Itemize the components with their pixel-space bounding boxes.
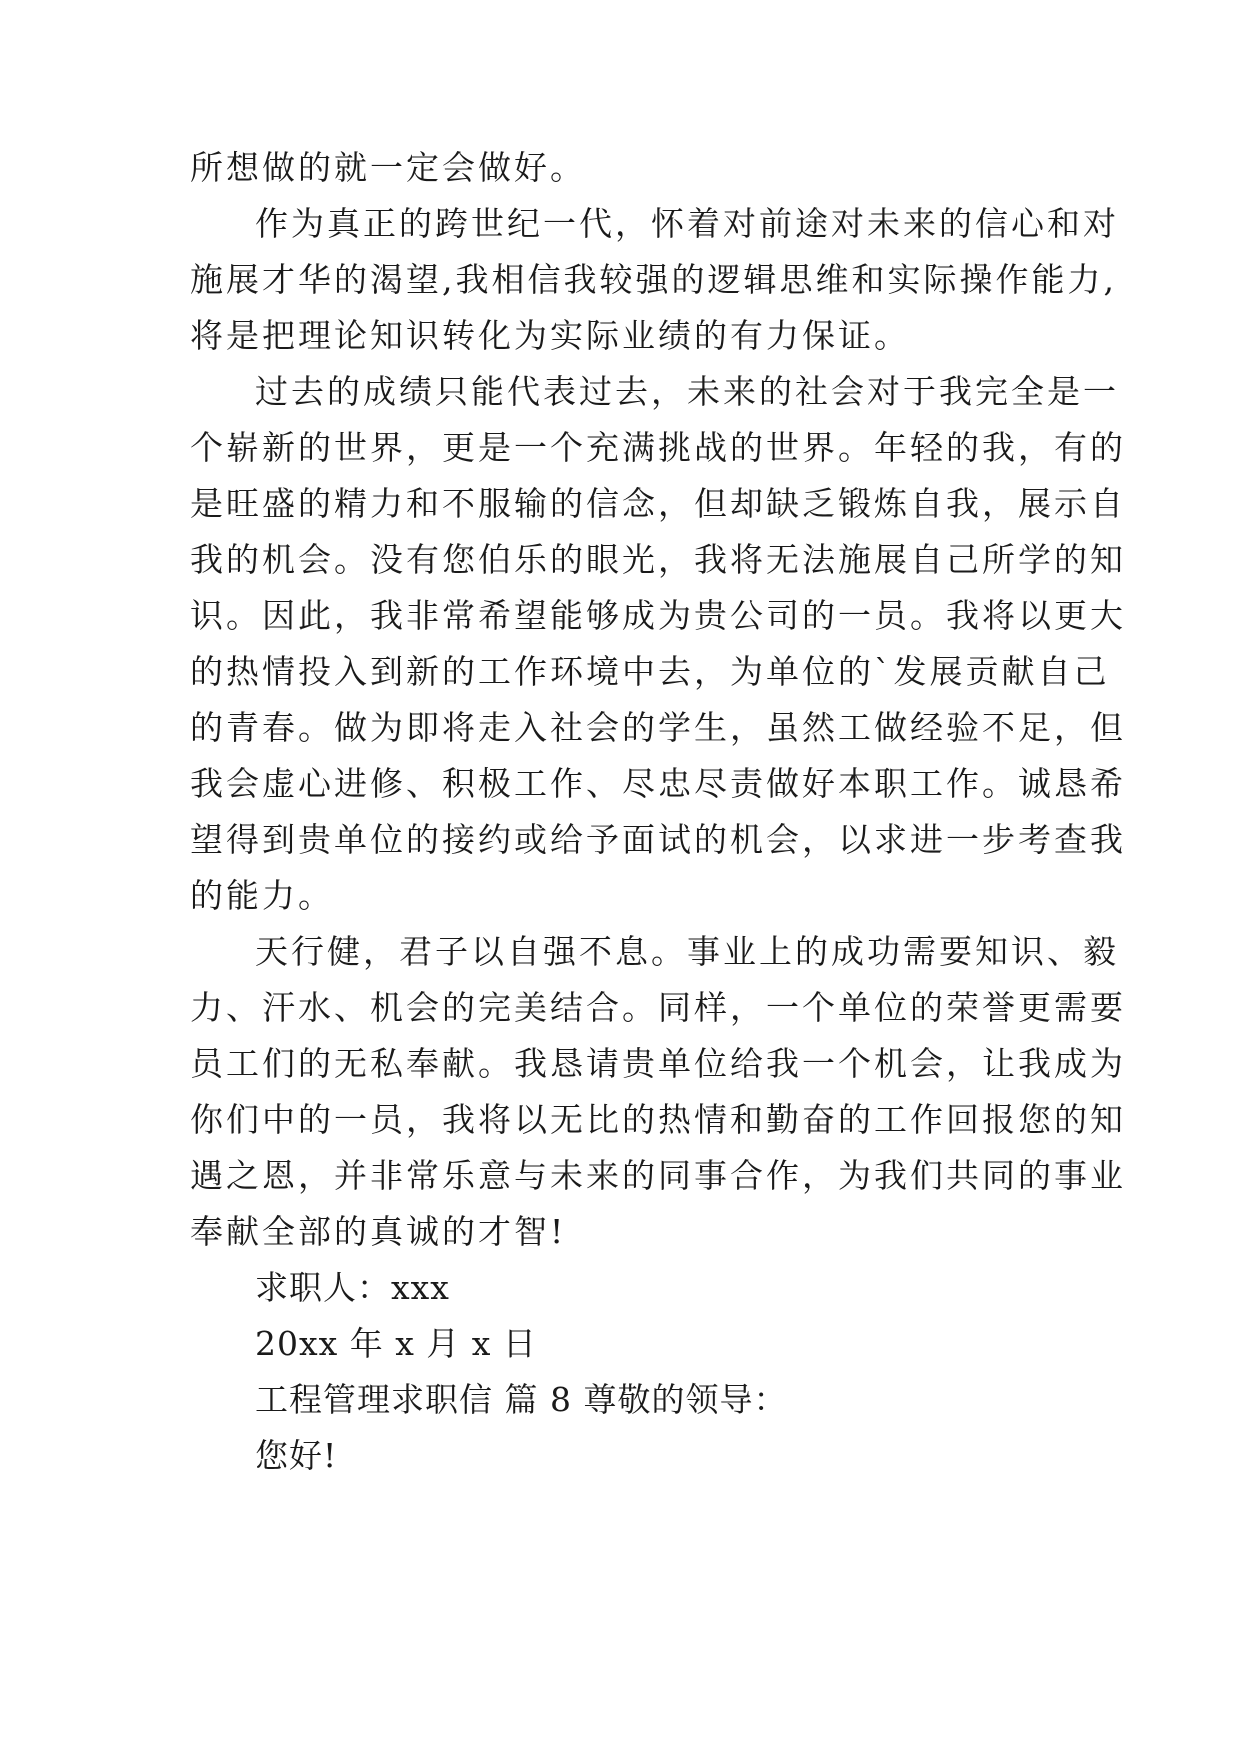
paragraph-line: 识。因此，我非常希望能够成为贵公司的一员。我将以更大 xyxy=(190,596,1126,635)
section-heading: 工程管理求职信 篇 8 尊敬的领导： xyxy=(255,1380,788,1419)
paragraph-line: 是旺盛的精力和不服输的信念，但却缺乏锻炼自我，展示自 xyxy=(190,484,1126,523)
paragraph-line: 所想做的就一定会做好。 xyxy=(190,148,586,187)
paragraph-line: 员工们的无私奉献。我恳请贵单位给我一个机会，让我成为 xyxy=(190,1044,1126,1083)
paragraph-line: 力、汗水、机会的完美结合。同样，一个单位的荣誉更需要 xyxy=(190,988,1126,1027)
paragraph-line: 遇之恩，并非常乐意与未来的同事合作，为我们共同的事业 xyxy=(190,1156,1126,1195)
paragraph-line: 的青春。做为即将走入社会的学生，虽然工做经验不足，但 xyxy=(190,708,1126,747)
paragraph-line: 的热情投入到新的工作环境中去，为单位的`发展贡献自己 xyxy=(190,652,1110,691)
paragraph-line: 施展才华的渴望,我相信我较强的逻辑思维和实际操作能力, xyxy=(190,260,1117,299)
paragraph-line: 你们中的一员，我将以无比的热情和勤奋的工作回报您的知 xyxy=(190,1100,1126,1139)
paragraph-line: 的能力。 xyxy=(190,876,334,915)
paragraph-line: 我的机会。没有您伯乐的眼光，我将无法施展自己所学的知 xyxy=(190,540,1126,579)
paragraph-line: 望得到贵单位的接约或给予面试的机会，以求进一步考查我 xyxy=(190,820,1126,859)
paragraph-line: 天行健，君子以自强不息。事业上的成功需要知识、毅 xyxy=(255,932,1119,971)
paragraph-line: 过去的成绩只能代表过去，未来的社会对于我完全是一 xyxy=(255,372,1119,411)
paragraph-line: 作为真正的跨世纪一代，怀着对前途对未来的信心和对 xyxy=(255,204,1119,243)
signature-applicant: 求职人：xxx xyxy=(255,1268,450,1307)
paragraph-line: 个崭新的世界，更是一个充满挑战的世界。年轻的我，有的 xyxy=(190,428,1126,467)
paragraph-line: 我会虚心进修、积极工作、尽忠尽责做好本职工作。诚恳希 xyxy=(190,764,1126,803)
paragraph-line: 将是把理论知识转化为实际业绩的有力保证。 xyxy=(190,316,910,355)
greeting: 您好! xyxy=(255,1436,338,1475)
signature-date: 20xx 年 x 月 x 日 xyxy=(255,1324,537,1363)
paragraph-line: 奉献全部的真诚的才智! xyxy=(190,1212,567,1251)
